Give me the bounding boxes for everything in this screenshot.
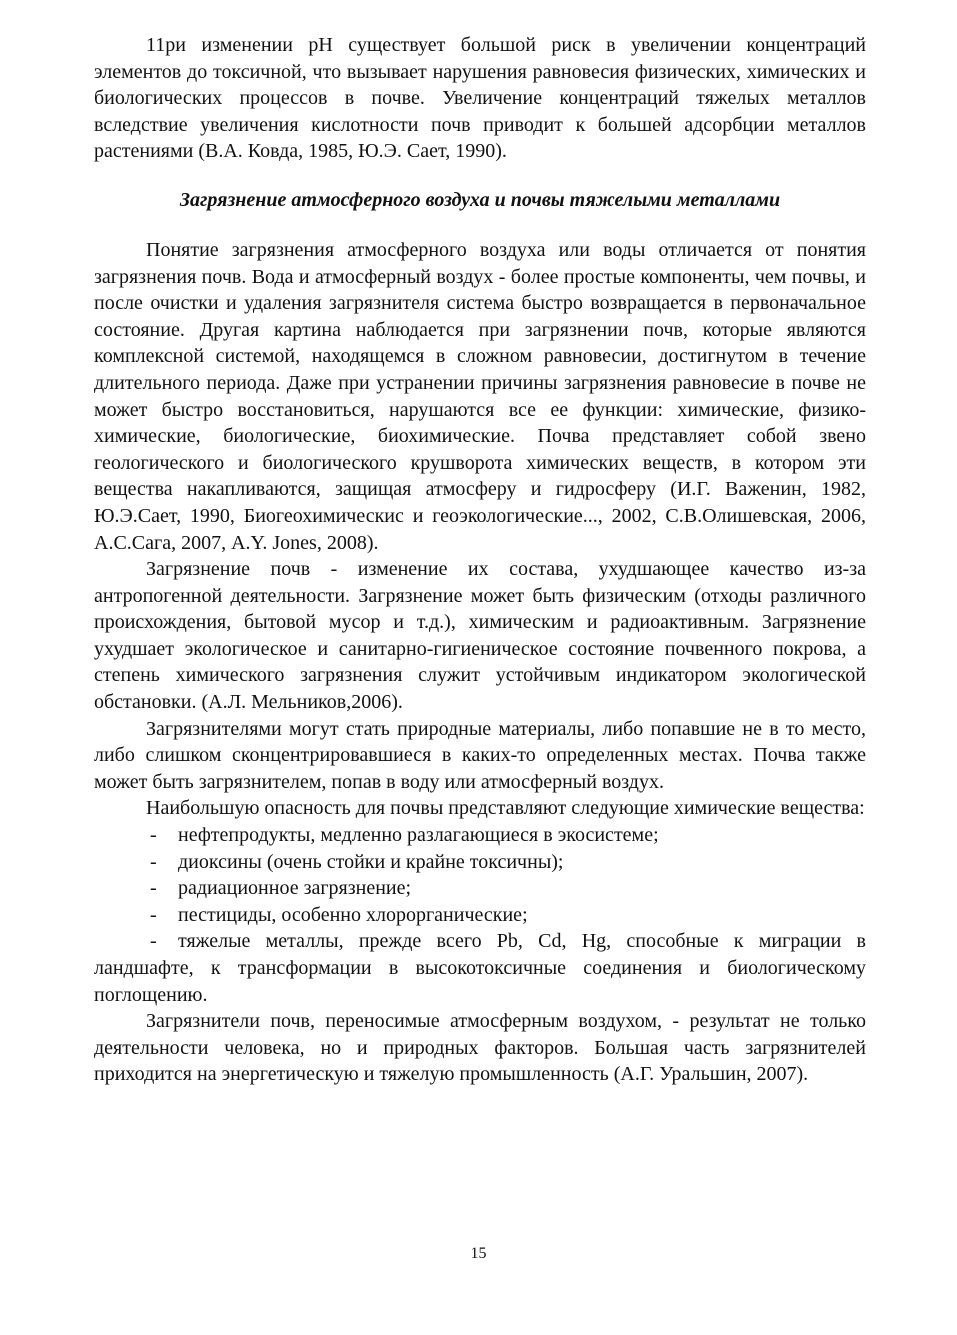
list-item-text: тяжелые металлы, прежде всего Pb, Cd, Hg, способные к миграции в ландшафте, к трансформации в высокотоксичные соединения и биологическому поглощению. — [94, 930, 866, 1006]
document-body — [94, 32, 866, 1088]
list-dash: - — [150, 903, 157, 926]
list-item — [94, 875, 866, 902]
paragraph-list-intro: Наибольшую опасность для почвы представляют следующие химические вещества: — [146, 797, 865, 820]
list-item — [94, 849, 866, 876]
list-dash: - — [150, 930, 157, 953]
list-item-text: радиационное загрязнение; — [178, 877, 412, 900]
list-item — [94, 902, 866, 929]
page-number: 15 — [470, 1245, 487, 1262]
list-dash: - — [150, 877, 157, 900]
list-item-text: диоксины (очень стойки и крайне токсичны); — [178, 850, 564, 873]
list-item-text: пестициды, особенно хлорорганические; — [178, 903, 528, 926]
list-dash: - — [150, 850, 157, 873]
list-item-text: нефтепродукты, медленно разлагающиеся в экосистеме; — [178, 824, 659, 847]
section-heading: Загрязнение атмосферного воздуха и почвы тяжелыми металлами — [179, 188, 781, 211]
paragraph-soil-pollution-definition: Загрязнение почв - изменение их состава, ухудшающее качество из-за антропогенной деятельности. Загрязнение может быть физическим (отходы различного происхождения, бытовой мусор и т.д.), химическим и радиоактивным. Загрязнение ухудшает экологическое и санитарно-гигиеническое состояние почвенного покрова, а степень химического загрязнения служит устойчивым индикатором экологической обстановки. (А.Л. Мельников,2006). — [94, 558, 866, 714]
intro-paragraph: 11ри изменении pH существует большой риск в увеличении концентраций элементов до токсичной, что вызывает нарушения равновесия физических, химических и биологических процессов в почве. Увеличение концентраций тяжелых металлов вследствие увеличения кислотности почв приводит к большей адсорбции металлов растениями (В.А. Ковда, 1985, Ю.Э. Сает, 1990). — [94, 34, 866, 163]
list-item — [94, 822, 866, 849]
paragraph-pollutants: Загрязнителями могут стать природные материалы, либо попавшие не в то место, либо слишком сконцентрировавшиеся в каких-то определенных местах. Почва также может быть загрязнителем, попав в воду или атмосферный воздух. — [94, 717, 866, 793]
paragraph-pollution-concept: Понятие загрязнения атмосферного воздуха или воды отличается от понятия загрязнения почв. Вода и атмосферный воздух - более простые компоненты, чем почвы, и после очистки и удаления загрязнителя система быстро возвращается в первоначальное состояние. Другая картина наблюдается при загрязнении почв, которые являются комплексной системой, находящемся в сложном равновесии, достигнутом в течение длительного периода. Даже при устранении причины загрязнения равновесие в почве не может быстро восстановиться, нарушаются все ее функции: химические, физико-химические, биологические, биохимические. Почва представляет собой звено геологического и биологического крушворота химических веществ, в котором эти вещества накапливаются, защищая атмосферу и гидросферу (И.Г. Важенин, 1982, Ю.Э.Сает, 1990, Биогеохимическис и геоэкологические..., 2002, С.В.Олишевская, 2006, А.С.Сага, 2007, A.Y. Jones, 2008). — [94, 238, 866, 554]
list-dash: - — [150, 824, 157, 847]
chemical-substances-list — [94, 822, 866, 1008]
list-item — [94, 928, 866, 1008]
paragraph-airborne-pollutants: Загрязнители почв, переносимые атмосферным воздухом, - результат не только деятельности человека, но и природных факторов. Большая часть загрязнителей приходится на энергетическую и тяжелую промышленность (А.Г. Уральшин, 2007). — [94, 1010, 866, 1086]
